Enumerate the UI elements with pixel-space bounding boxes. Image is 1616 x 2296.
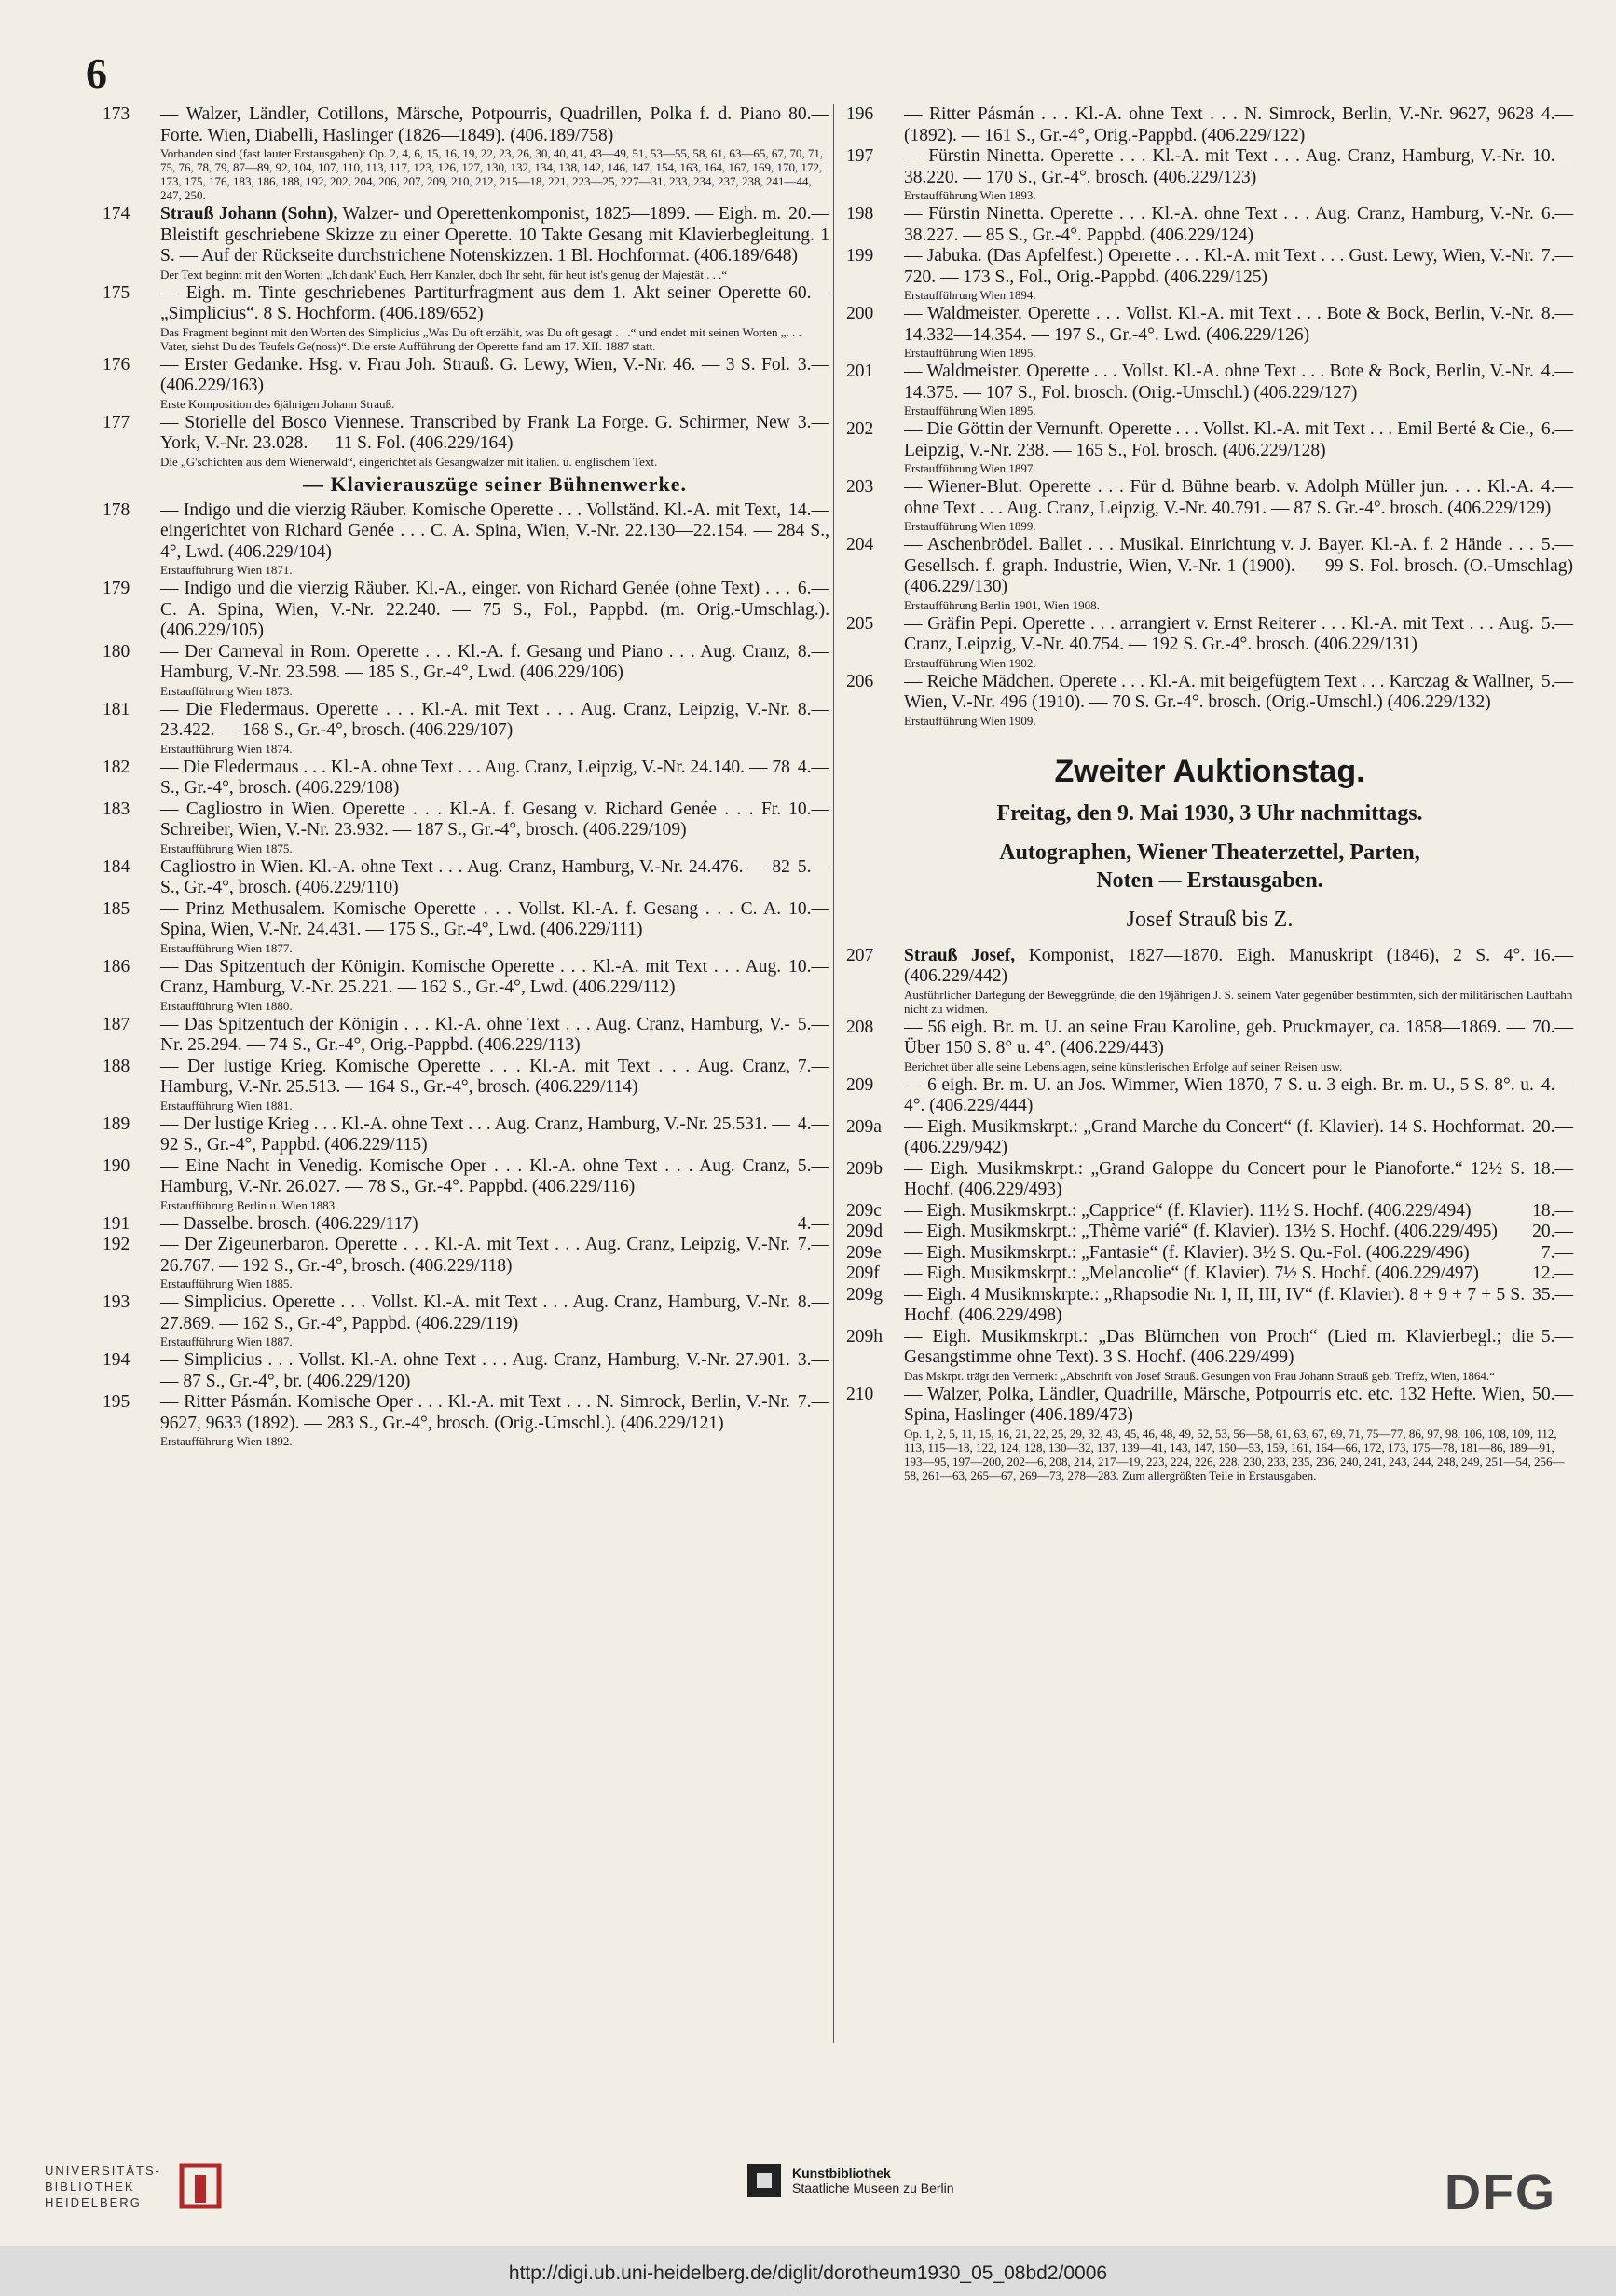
lot-number: 209b (846, 1158, 883, 1179)
lot-note: Erstaufführung Wien 1881. (160, 1098, 293, 1113)
lot-text: — Die Fledermaus. Operette . . . Kl.-A. mit Text . . . Aug. Cranz, Leipzig, V.-Nr. 23.422. — 168 S., Gr.-4°, brosch. (406.229/107) (160, 699, 790, 740)
catalog-entry (103, 1156, 829, 1198)
lot-number: 178 (103, 499, 130, 520)
lot-price: 5.— (1541, 671, 1573, 691)
lot-price: 4.— (1541, 477, 1573, 497)
lot-price: 7.— (797, 1235, 829, 1254)
lot-note: Erstaufführung Berlin 1901, Wien 1908. (904, 597, 1100, 612)
lot-text: — Eigh. Musikmskrpt.: „Das Blümchen von Proch“ (Lied m. Klavierbegl.; die Gesangstimme ohne Text). 3 S. Hochf. (406.229/499) (904, 1326, 1534, 1367)
lot-note: Der Text beginnt mit den Worten: „Ich dank' Euch, Herr Kanzler, doch Ihr seht, für heut ist's genug der Majestät . . .“ (160, 266, 728, 281)
kb-title: Kunstbibliothek (792, 2166, 891, 2180)
lot-price: 3.— (797, 1350, 829, 1370)
lot-price: 8.— (797, 1292, 829, 1312)
ub-line2: BIBLIOTHEK (45, 2179, 135, 2194)
page-number: 6 (86, 49, 107, 97)
catalog-entry (103, 1235, 829, 1277)
lot-description (160, 957, 829, 999)
lot-number: 209 (846, 1074, 874, 1095)
catalog-entry (846, 1327, 1573, 1369)
lot-note: Erste Komposition des 6jährigen Johann Strauß. (160, 396, 395, 411)
lot-text: — Walzer, Ländler, Cotillons, Märsche, Potpourris, Quadrillen, Polka f. d. Piano Forte. Wien, Diabelli, Haslinger (1826—1849). (406.189/758) (160, 104, 782, 145)
lot-text: — Reiche Mädchen. Operete . . . Kl.-A. mit beigefügtem Text . . . Karczag & Wallner, Wien, V.-Nr. 496 (1910). — 70 S. Gr.-4°. brosch. (Orig.-Umschl.) (406.229/132) (904, 671, 1534, 712)
kb-subtitle: Staatliche Museen zu Berlin (792, 2180, 954, 2195)
catalog-entry (846, 104, 1573, 146)
section-heading: — Klavierauszüge seiner Bühnenwerke. (302, 472, 688, 496)
lot-price: 70.— (1532, 1017, 1573, 1037)
catalog-entry (103, 1114, 829, 1156)
lot-number: 204 (846, 535, 874, 554)
lot-price: 20.— (1532, 1116, 1573, 1137)
lot-number: 190 (103, 1155, 130, 1176)
catalog-entry (846, 204, 1573, 246)
lot-description (904, 362, 1573, 403)
lot-description (904, 1117, 1573, 1159)
catalog-entry (103, 500, 829, 564)
lot-description (904, 1264, 1573, 1285)
lot-note: Ausführlicher Darlegung der Beweggründe, die den 19jährigen J. S. seinem Vater gegenüber bestimmten, sich der militärischen Laufbahn nicht zu widmen. (904, 987, 1573, 1016)
lot-text: — Eigh. Musikmskrpt.: „Fantasie“ (f. Klavier). 3½ S. Qu.-Fol. (406.229/496) (904, 1242, 1470, 1263)
museum-emblem-icon (746, 2162, 783, 2199)
lot-text: — Wiener-Blut. Operette . . . Für d. Bühne bearb. v. Adolph Müller jun. . . . Kl.-A. ohne Text . . . Aug. Cranz, Leipzig, V.-Nr. 40.791. — 87 S. Gr.-4°. brosch. (406.229/129) (904, 477, 1552, 518)
lot-description (160, 1114, 829, 1156)
lot-price: 7.— (1541, 246, 1573, 266)
lot-note: Erstaufführung Wien 1909. (904, 713, 1036, 728)
lot-number: 206 (846, 671, 874, 691)
lot-number: 188 (103, 1056, 130, 1076)
catalog-entry (846, 946, 1573, 988)
lot-note: Erstaufführung Wien 1892. (160, 1434, 293, 1448)
catalog-entry (103, 1214, 829, 1236)
lot-text: Cagliostro in Wien. Kl.-A. ohne Text . . . Aug. Cranz, Hamburg, V.-Nr. 24.476. — 82 S., Gr.-4°, brosch. (406.229/110) (160, 856, 790, 897)
catalog-entry (103, 700, 829, 742)
lot-note: Erstaufführung Wien 1895. (904, 403, 1036, 417)
ub-heidelberg-logo (45, 2160, 228, 2212)
lot-description (904, 614, 1573, 656)
lot-note: Erstaufführung Wien 1897. (904, 461, 1036, 475)
left-column (103, 104, 829, 1450)
catalog-entry (846, 146, 1573, 188)
lot-description (160, 500, 829, 564)
lot-description (904, 1385, 1573, 1427)
lot-number: 195 (103, 1392, 130, 1412)
catalog-entry (846, 1201, 1573, 1223)
lot-number: 189 (103, 1114, 130, 1134)
lot-number: 185 (103, 898, 130, 919)
lot-note: Erstaufführung Wien 1877. (160, 940, 293, 955)
lot-price: 18.— (1532, 1200, 1573, 1221)
catalog-entry (103, 104, 829, 146)
day-subtitle: Freitag, den 9. Mai 1930, 3 Uhr nachmittags. (996, 800, 1423, 826)
lot-note: Erstaufführung Wien 1875. (160, 840, 293, 855)
lot-note: Erstaufführung Berlin u. Wien 1883. (160, 1197, 338, 1212)
lot-number: 194 (103, 1350, 130, 1370)
lot-description (904, 1222, 1573, 1243)
lot-price: 10.— (788, 956, 829, 977)
lot-note: Das Mskrpt. trägt den Vermerk: „Abschrift von Josef Strauß. Gesungen von Frau Johann Strauß geb. Treffz, Wien, 1864.“ (904, 1368, 1495, 1383)
lot-description (160, 579, 829, 642)
permalink-url[interactable]: http://digi.ub.uni-heidelberg.de/diglit/dorotheum1930_05_08bd2/0006 (508, 2262, 1108, 2284)
lot-description (160, 1292, 829, 1334)
lot-price: 14.— (788, 499, 829, 520)
catalog-entry (846, 1385, 1573, 1427)
day-title: Zweiter Auktionstag. (1054, 753, 1365, 789)
lot-description (904, 1243, 1573, 1264)
lot-description (160, 283, 829, 325)
catalog-entry (103, 413, 829, 455)
lot-price: 4.— (1541, 362, 1573, 381)
lot-number: 196 (846, 104, 874, 124)
catalog-entry (103, 800, 829, 841)
lot-text: — Waldmeister. Operette . . . Vollst. Kl.-A. ohne Text . . . Bote & Bock, Berlin, V.-Nr. 14.375. — 107 S., Fol. brosch. (Orig.-Umschl.) (406.229/127) (904, 362, 1534, 403)
lot-number: 205 (846, 613, 874, 634)
lot-description (160, 642, 829, 684)
lot-text: — Jabuka. (Das Apfelfest.) Operette . . . Kl.-A. mit Text . . . Gust. Lewy, Wien, V.-Nr. 720. — 173 S., Fol., Orig.-Pappbd. (406.229/125) (904, 246, 1534, 287)
lot-number: 179 (103, 579, 130, 598)
catalog-entry (103, 642, 829, 684)
lot-description (904, 1159, 1573, 1201)
lot-price: 6.— (1541, 204, 1573, 224)
lot-description (160, 758, 829, 800)
lot-price: 4.— (797, 757, 829, 777)
lot-text: — 56 eigh. Br. m. U. an seine Frau Karoline, geb. Pruckmayer, ca. 1858—1869. — Über 150 S. 8° u. 4°. (406.229/443) (904, 1017, 1526, 1058)
lot-description (160, 700, 829, 742)
lot-description (904, 477, 1573, 519)
section-range-title: Josef Strauß bis Z. (1126, 907, 1294, 932)
ub-line1: UNIVERSITÄTS- (45, 2163, 161, 2178)
lot-description (904, 146, 1573, 188)
lot-number: 176 (103, 354, 130, 375)
catalog-entry (103, 857, 829, 899)
lot-description (904, 304, 1573, 346)
lot-note: Erstaufführung Wien 1893. (904, 188, 1036, 202)
lot-number: 203 (846, 477, 874, 497)
ub-line3: HEIDELBERG (45, 2194, 142, 2209)
day-subtitle: Noten — Erstausgaben. (1096, 868, 1323, 893)
lot-description (160, 1156, 829, 1198)
lot-price: 8.— (797, 641, 829, 662)
lot-note: Erstaufführung Wien 1895. (904, 346, 1036, 360)
lot-description (904, 204, 1573, 246)
catalog-entry (103, 899, 829, 941)
lot-number: 202 (846, 419, 874, 439)
lot-text: — Eigh. Musikmskrpt.: „Capprice“ (f. Klavier). 11½ S. Hochf. (406.229/494) (904, 1200, 1472, 1221)
lot-text: Walzer- und Operettenkomponist, 1825—1899. — Eigh. m. Bleistift geschriebene Skizze zu einer Operette. 10 Takte Gesang mit Klavierbegleitung. 1 S. — Auf der Rückseite durchstrichene Notenskizzen. 1 Bl. Hochformat. (406.189/648) (160, 204, 829, 266)
lot-price: 3.— (797, 412, 829, 432)
lot-note: Das Fragment beginnt mit den Worten des Simplicius „Was Du oft erzählt, was Du oft gesagt . . .“ und endet mit seinen Worten „. . . Vater, siehst Du des Teufels Ge(noss)“. Die erste Aufführung der Operette fand am 17. XII. 1887 statt. (160, 324, 801, 353)
lot-price: 4.— (797, 1114, 829, 1134)
lot-price: 5.— (797, 1014, 829, 1034)
lot-number: 200 (846, 304, 874, 323)
lot-note: Erstaufführung Wien 1885. (160, 1277, 293, 1291)
lot-price: 5.— (797, 1155, 829, 1176)
lot-note: Erstaufführung Wien 1874. (160, 741, 293, 756)
lot-price: 4.— (1541, 104, 1573, 124)
lot-number: 209a (846, 1116, 882, 1137)
catalog-entry (103, 758, 829, 800)
lot-number: 177 (103, 412, 130, 432)
lot-text: — Indigo und die vierzig Räuber. Kl.-A., einger. von Richard Genée (ohne Text) . . . C. A. Spina, Wien, V.-Nr. 22.240. — 75 S., Fol., Pappbd. (m. Orig.-Umschlag.). (406.229/105) (160, 579, 829, 640)
lot-number: 210 (846, 1384, 874, 1404)
lot-price: 10.— (1532, 146, 1573, 166)
lot-description (160, 355, 829, 397)
catalog-entry (846, 1018, 1573, 1059)
catalog-entry (846, 1159, 1573, 1201)
lot-description (160, 1214, 829, 1236)
lot-description (160, 204, 829, 267)
lot-text: — Eigh. Musikmskrpt.: „Grand Marche du Concert“ (f. Klavier). 14 S. Hochformat. (406.229/942) (904, 1116, 1526, 1157)
catalog-entry (846, 246, 1573, 288)
lot-note: Die „G'schichten aus dem Wienerwald“, eingerichtet als Gesangwalzer mit italien. u. englischem Text. (160, 454, 658, 469)
lot-number: 182 (103, 757, 130, 777)
lot-description (160, 899, 829, 941)
lot-note: Erstaufführung Wien 1887. (160, 1334, 293, 1348)
lot-text: — Erster Gedanke. Hsg. v. Frau Joh. Strauß. G. Lewy, Wien, V.-Nr. 46. — 3 S. Fol. (406.229/163) (160, 354, 790, 395)
lot-price: 20.— (1532, 1222, 1573, 1241)
lot-number: 201 (846, 362, 874, 381)
lot-number: 209f (846, 1264, 880, 1283)
lot-price: 3.— (797, 354, 829, 375)
lot-price: 4.— (797, 1213, 829, 1234)
lot-number: 184 (103, 856, 130, 877)
catalog-entry (846, 1222, 1573, 1243)
lot-text: — Eigh. Musikmskrpt.: „Melancolie“ (f. Klavier). 7½ S. Hochf. (406.229/497) (904, 1264, 1479, 1283)
lot-note: Erstaufführung Wien 1873. (160, 683, 293, 698)
lot-text: — Die Fledermaus . . . Kl.-A. ohne Text . . . Aug. Cranz, Leipzig, V.-Nr. 24.140. — 78 S., Gr.-4°, brosch. (406.229/108) (160, 757, 790, 798)
lot-text: — Der Carneval in Rom. Operette . . . Kl.-A. f. Gesang und Piano . . . Aug. Cranz, Hamburg, V.-Nr. 23.598. — 185 S., Gr.-4°, Lwd. (406.229/106) (160, 641, 790, 682)
lot-description (904, 1075, 1573, 1117)
lot-number: 209c (846, 1200, 882, 1221)
catalog-entry (103, 355, 829, 397)
lot-text: — Prinz Methusalem. Komische Operette . . . Vollst. Kl.-A. f. Gesang . . . C. A. Spina, Wien, V.-Nr. 24.431. — 175 S., Gr.-4°, Lwd. (406.229/111) (160, 898, 782, 939)
lot-text: — Das Spitzentuch der Königin. Komische Operette . . . Kl.-A. mit Text . . . Aug. Cranz, Hamburg, V.-Nr. 25.221. — 162 S., Gr.-4°, Lwd. (406.229/112) (160, 956, 782, 997)
lot-text: — Ritter Pásmán . . . Kl.-A. ohne Text . . . N. Simrock, Berlin, V.-Nr. 9627, 9628 (1892). — 161 S., Gr.-4°, Orig.-Pappbd. (406.229/122) (904, 104, 1534, 145)
lot-number: 175 (103, 282, 130, 303)
lot-price: 10.— (788, 898, 829, 919)
lot-description (160, 1235, 829, 1277)
lot-text: — Eigh. 4 Musikmskrpte.: „Rhapsodie Nr. I, II, III, IV“ (f. Klavier). 8 + 9 + 7 + 5 S. Hochf. (406.229/498) (904, 1284, 1526, 1325)
lot-text: — Aschenbrödel. Ballet . . . Musikal. Einrichtung v. J. Bayer. Kl.-A. f. 2 Hände . . . Gesellsch. f. graph. Industrie, Wien, V.-Nr. 1 (1900). — 99 S. Fol. brosch. (O.-Umschlag) (406.229/130) (904, 535, 1573, 596)
lot-number: 186 (103, 956, 130, 977)
lot-number: 207 (846, 945, 874, 965)
lot-number: 209d (846, 1222, 883, 1241)
lot-description (904, 419, 1573, 461)
lot-number: 198 (846, 204, 874, 224)
lot-description (904, 1327, 1573, 1369)
lot-note: Erstaufführung Wien 1902. (904, 655, 1036, 670)
lot-text: — Eine Nacht in Venedig. Komische Oper . . . Kl.-A. ohne Text . . . Aug. Cranz, Hamburg, V.-Nr. 26.027. — 78 S., Gr.-4°. Pappbd. (406.229/116) (160, 1155, 790, 1196)
lot-text: — Walzer, Polka, Ländler, Quadrille, Märsche, Potpourris etc. etc. 132 Hefte. Wien, Spina, Haslinger (406.189/473) (904, 1384, 1526, 1425)
catalog-entry (846, 614, 1573, 656)
catalog-entry (103, 1350, 829, 1392)
lot-description (904, 246, 1573, 288)
lot-price: 60.— (788, 282, 829, 303)
lot-text: — Fürstin Ninetta. Operette . . . Kl.-A. ohne Text . . . Aug. Cranz, Hamburg, V.-Nr. 38.227. — 85 S., Gr.-4°. Pappbd. (406.229/124) (904, 204, 1534, 245)
lot-price: 7.— (1541, 1242, 1573, 1263)
lot-description (160, 104, 829, 146)
column-divider (833, 104, 834, 2043)
lot-text: — Der lustige Krieg . . . Kl.-A. ohne Text . . . Aug. Cranz, Hamburg, V.-Nr. 25.531. — 92 S., Gr.-4°, Pappbd. (406.229/115) (160, 1114, 790, 1155)
catalog-entry (103, 204, 829, 267)
lot-description (904, 1018, 1573, 1059)
lot-price: 18.— (1532, 1158, 1573, 1179)
composer-name: Strauß Josef, (904, 945, 1016, 965)
catalog-entry (846, 1117, 1573, 1159)
lot-price: 5.— (1541, 1326, 1573, 1346)
day-subtitle: Autographen, Wiener Theaterzettel, Parten, (999, 840, 1420, 865)
catalog-entry (846, 477, 1573, 519)
dfg-logo: DFG (1445, 2165, 1556, 2221)
lot-text: — Cagliostro in Wien. Operette . . . Kl.-A. f. Gesang v. Richard Genée . . . Fr. Schreiber, Wien, V.-Nr. 23.932. — 187 S., Gr.-4°, brosch. (406.229/109) (160, 799, 782, 840)
lot-price: 4.— (1541, 1074, 1573, 1095)
lot-note: Erstaufführung Wien 1894. (904, 288, 1036, 302)
lot-text: — Simplicius . . . Vollst. Kl.-A. ohne Text . . . Aug. Cranz, Hamburg, V.-Nr. 27.901. — 87 S., Gr.-4°, br. (406.229/120) (160, 1350, 790, 1391)
lot-text: — Die Göttin der Vernunft. Operette . . . Vollst. Kl.-A. mit Text . . . Emil Berté & Cie., Leipzig, V.-Nr. 238. — 165 S., Fol. brosch. (406.229/128) (904, 419, 1534, 460)
lot-number: 180 (103, 641, 130, 662)
lot-text: — Storielle del Bosco Viennese. Transcribed by Frank La Forge. G. Schirmer, New York, V.-Nr. 23.028. — 11 S. Fol. (406.229/164) (160, 412, 790, 453)
lot-text: — Ritter Pásmán. Komische Oper . . . Kl.-A. mit Text . . . N. Simrock, Berlin, V.-Nr. 9627, 9633 (1892). — 283 S., Gr.-4°, brosch. (Orig.-Umschl.). (406.229/121) (160, 1392, 790, 1433)
kunstbibliothek-logo (746, 2162, 954, 2199)
lot-number: 208 (846, 1017, 874, 1037)
lot-text: — 6 eigh. Br. m. U. an Jos. Wimmer, Wien 1870, 7 S. u. 3 eigh. Br. m. U., 5 S. 8°. u. 4°. (406.229/444) (904, 1074, 1534, 1115)
lot-price: 8.— (1541, 304, 1573, 323)
lot-price: 12.— (1532, 1264, 1573, 1283)
lot-number: 199 (846, 246, 874, 266)
lot-price: 35.— (1532, 1284, 1573, 1305)
catalog-entry (103, 1057, 829, 1099)
lot-description (160, 1350, 829, 1392)
lot-price: 80.— (788, 104, 829, 124)
lot-description (904, 104, 1573, 146)
lot-number: 209h (846, 1326, 883, 1346)
lot-price: 7.— (797, 1392, 829, 1412)
lot-description (904, 672, 1573, 714)
lot-text: — Das Spitzentuch der Königin . . . Kl.-A. ohne Text . . . Aug. Cranz, Hamburg, V.-Nr. 25.294. — 74 S., Gr.-4°, Orig.-Pappbd. (406.229/113) (160, 1014, 790, 1055)
catalog-entry (846, 362, 1573, 403)
lot-number: 181 (103, 699, 130, 719)
lot-note: Erstaufführung Wien 1871. (160, 563, 293, 577)
lot-number: 193 (103, 1292, 130, 1312)
lot-text: — Der Zigeunerbaron. Operette . . . Kl.-A. mit Text . . . Aug. Cranz, Leipzig, V.-Nr. 26.767. — 192 S., Gr.-4°, brosch. (406.229/118) (160, 1235, 790, 1276)
lot-price: 5.— (1541, 613, 1573, 634)
composer-name: Strauß Johann (Sohn), (160, 204, 338, 224)
lot-price: 7.— (797, 1056, 829, 1076)
catalog-entry (846, 419, 1573, 461)
lot-number: 209g (846, 1284, 883, 1305)
catalog-entry (103, 1292, 829, 1334)
catalog-entry (846, 1243, 1573, 1264)
catalog-entry (846, 1264, 1573, 1285)
lot-price: 5.— (1541, 535, 1573, 554)
catalog-entry (103, 579, 829, 642)
lot-price: 10.— (788, 799, 829, 819)
lot-text: — Dasselbe. brosch. (406.229/117) (160, 1213, 418, 1234)
lot-price: 16.— (1532, 945, 1573, 965)
lot-number: 187 (103, 1014, 130, 1034)
right-column (846, 104, 1573, 1484)
lot-price: 6.— (797, 579, 829, 598)
lot-description (160, 800, 829, 841)
auction-day-heading (846, 754, 1573, 933)
lot-note: Op. 1, 2, 5, 11, 15, 16, 21, 22, 25, 29, 32, 43, 45, 46, 48, 49, 52, 53, 56—58, 61, 63, 67, 69, 71, 75—77, 86, 97, 98, 106, 108, 109, 112, 113, 115—18, 122, 124, 128, 130—32, 137, 139—41, 143, 147, 150—53, 159, 161, 164—66, 172, 173, 175—78, 181—86, 189—91, 193—95, 197—200, 202—6, 208, 214, 217—19, 223, 224, 226, 228, 230, 233, 235, 236, 240, 241, 243, 244, 248, 249, 251—54, 256—58, 261—63, 265—67, 269—73, 278—283. Zum allergrößten Teile in Erstausgaben. (904, 1426, 1565, 1483)
catalog-entry (103, 1392, 829, 1434)
lot-number: 192 (103, 1235, 130, 1254)
lot-note: Vorhanden sind (fast lauter Erstausgaben): Op. 2, 4, 6, 15, 16, 19, 22, 23, 26, 30, 40, 41, 43—49, 51, 53—55, 58, 61, 63—65, 67, 70, 71, 75, 76, 78, 79, 87—89, 92, 104, 107, 110, 113, 117, 123, 126, 127, 130, 132, 134, 138, 142, 146, 147, 154, 163, 164, 167, 169, 170, 172, 173, 175, 176, 183, 186, 188, 192, 202, 204, 206, 207, 209, 210, 212, 215—18, 221, 223—25, 227—31, 233, 234, 237, 238, 241—44, 247, 250. (160, 146, 824, 202)
lot-text: — Waldmeister. Operette . . . Vollst. Kl.-A. mit Text . . . Bote & Bock, Berlin, V.-Nr. 14.332—14.354. — 197 S., Gr.-4°. Lwd. (406.229/126) (904, 304, 1534, 345)
lot-text: — Eigh. m. Tinte geschriebenes Partiturfragment aus dem 1. Akt seiner Operette „Simplicius“. 8 S. Hochform. (406.189/652) (160, 282, 782, 323)
lot-text: — Gräfin Pepi. Operette . . . arrangiert v. Ernst Reiterer . . . Kl.-A. mit Text . . . Aug. Cranz, Leipzig, V.-Nr. 40.754. — 192 S. Gr.-4°. brosch. (406.229/131) (904, 613, 1534, 654)
lot-description (160, 857, 829, 899)
lot-description (904, 1285, 1573, 1327)
lot-text: — Eigh. Musikmskrpt.: „Thème varié“ (f. Klavier). 13½ S. Hochf. (406.229/495) (904, 1222, 1498, 1241)
lot-number: 209e (846, 1242, 882, 1263)
lot-note: Berichtet über alle seine Lebenslagen, seine künstlerischen Erfolge auf seinen Reisen usw. (904, 1059, 1343, 1073)
ub-emblem-icon (172, 2160, 228, 2212)
lot-note: Erstaufführung Wien 1880. (160, 998, 293, 1013)
catalog-entry (846, 672, 1573, 714)
catalog-entry (846, 535, 1573, 598)
lot-description (904, 1201, 1573, 1223)
catalog-entry (103, 283, 829, 325)
lot-price: 50.— (1532, 1384, 1573, 1404)
catalog-entry (846, 1075, 1573, 1117)
lot-price: 5.— (797, 856, 829, 877)
lot-text: — Indigo und die vierzig Räuber. Komische Operette . . . Vollständ. Kl.-A. mit Text, eingerichtet von Richard Genée . . . C. A. Spina, Wien, V.-Nr. 22.130—22.154. — 284 S., 4°, Lwd. (406.229/104) (160, 499, 829, 562)
catalog-entry (846, 304, 1573, 346)
lot-text: — Simplicius. Operette . . . Vollst. Kl.-A. mit Text . . . Aug. Cranz, Hamburg, V.-Nr. 27.869. — 162 S., Gr.-4°, Pappbd. (406.229/119) (160, 1292, 790, 1333)
lot-description (160, 1392, 829, 1434)
catalog-entry (103, 957, 829, 999)
lot-number: 197 (846, 146, 874, 166)
lot-text: Komponist, 1827—1870. Eigh. Manuskript (1846), 2 S. 4°. (406.229/442) (904, 945, 1526, 986)
lot-description (160, 413, 829, 455)
lot-price: 20.— (788, 204, 829, 224)
lot-number: 183 (103, 799, 130, 819)
lot-description (904, 946, 1573, 988)
lot-text: — Fürstin Ninetta. Operette . . . Kl.-A. mit Text . . . Aug. Cranz, Hamburg, V.-Nr. 38.220. — 170 S., Gr.-4°. brosch. (406.229/123) (904, 146, 1526, 187)
lot-description (904, 535, 1573, 598)
lot-number: 191 (103, 1213, 130, 1234)
catalog-entry (846, 1285, 1573, 1327)
lot-price: 8.— (797, 699, 829, 719)
catalog-entry (103, 1015, 829, 1057)
lot-text: — Der lustige Krieg. Komische Operette . . . Kl.-A. mit Text . . . Aug. Cranz, Hamburg, V.-Nr. 25.513. — 164 S., Gr.-4°, brosch. (406.229/114) (160, 1056, 790, 1097)
lot-number: 174 (103, 204, 130, 224)
lot-description (160, 1057, 829, 1099)
lot-price: 6.— (1541, 419, 1573, 439)
lot-number: 173 (103, 104, 130, 124)
lot-description (160, 1015, 829, 1057)
lot-note: Erstaufführung Wien 1899. (904, 519, 1036, 533)
lot-text: — Eigh. Musikmskrpt.: „Grand Galoppe du Concert pour le Pianoforte.“ 12½ S. Hochf. (406.229/493) (904, 1158, 1526, 1199)
